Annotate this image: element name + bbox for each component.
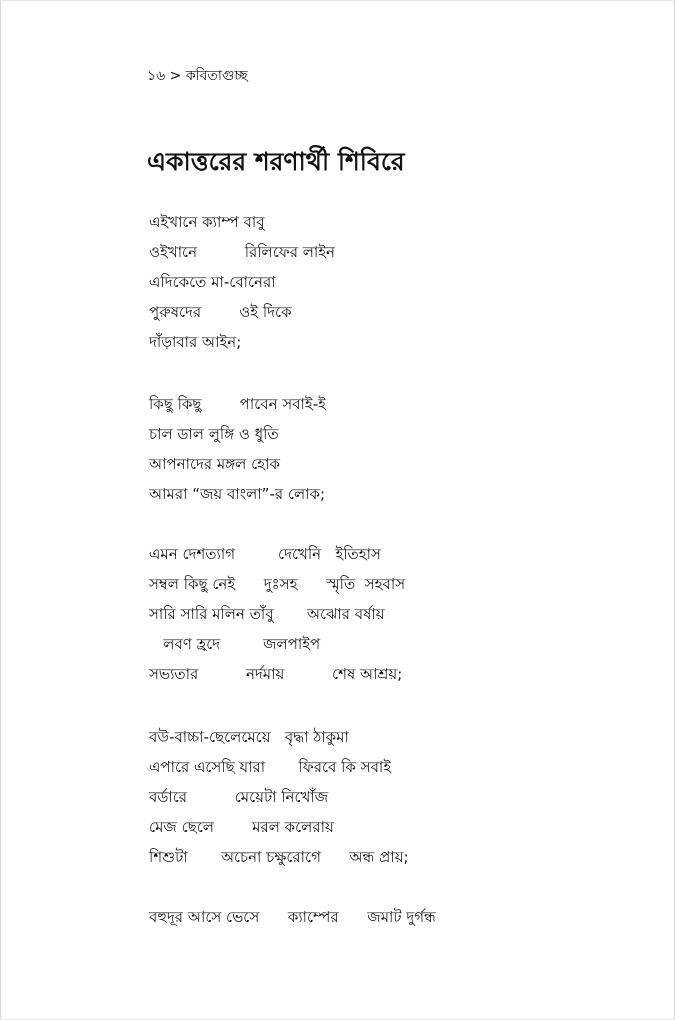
- header-separator: >: [169, 68, 182, 84]
- poem-line: এইখানে ক্যাম্প বাবু: [149, 213, 265, 231]
- running-header: [147, 64, 248, 88]
- page-number: ১৬: [147, 68, 166, 84]
- poem-line: বউ-বাচ্চা-ছেলেমেয়ে বৃদ্ধা ঠাকুমা: [149, 728, 349, 746]
- poem-line: এমন দেশত্যাগ দেখেনি ইতিহাস: [149, 545, 381, 563]
- poem-line: সভ্যতার নর্দমায় শেষ আশ্রয়;: [149, 665, 403, 683]
- poem-line: পুরুষদের ওই দিকে: [149, 303, 292, 321]
- poem-line: এদিকেতে মা-বোনেরা: [149, 273, 276, 291]
- poem-title: একাত্তরের শরণার্থী শিবিরে: [147, 147, 405, 176]
- poem-line: দাঁড়াবার আইন;: [149, 333, 242, 351]
- poem-line: সারি সারি মলিন তাঁবু অঝোর বর্ষায়: [149, 605, 385, 623]
- poem-line: আপনাদের মঙ্গল হোক: [149, 455, 280, 473]
- poem-line: এপারে এসেছি যারা ফিরবে কি সবাই: [149, 758, 392, 776]
- poem-line: কিছু কিছু পাবেন সবাই-ই: [149, 395, 326, 413]
- poem-line: বহুদূর আসে ভেসে ক্যাম্পের জমাট দুর্গন্ধ: [149, 908, 436, 926]
- poem-line: আমরা “জয় বাংলা”-র লোক;: [149, 485, 326, 503]
- book-title: কবিতাগুচ্ছ: [185, 68, 248, 84]
- poem-line: বর্ডারে মেয়েটা নিখোঁজ: [149, 788, 329, 806]
- poem-line: লবণ হ্রদে জলপাইপ: [149, 635, 321, 653]
- poem-line: ওইখানে রিলিফের লাইন: [149, 243, 336, 261]
- poem-line: শিশুটা অচেনা চক্ষুরোগে অন্ধ প্রায়;: [149, 848, 409, 866]
- poem-line: মেজ ছেলে মরল কলেরায়: [149, 818, 334, 836]
- poem-line: সম্বল কিছু নেই দুঃসহ স্মৃতি সহবাস: [149, 575, 406, 593]
- poem-line: চাল ডাল লুঙ্গি ও ধুতি: [149, 425, 279, 443]
